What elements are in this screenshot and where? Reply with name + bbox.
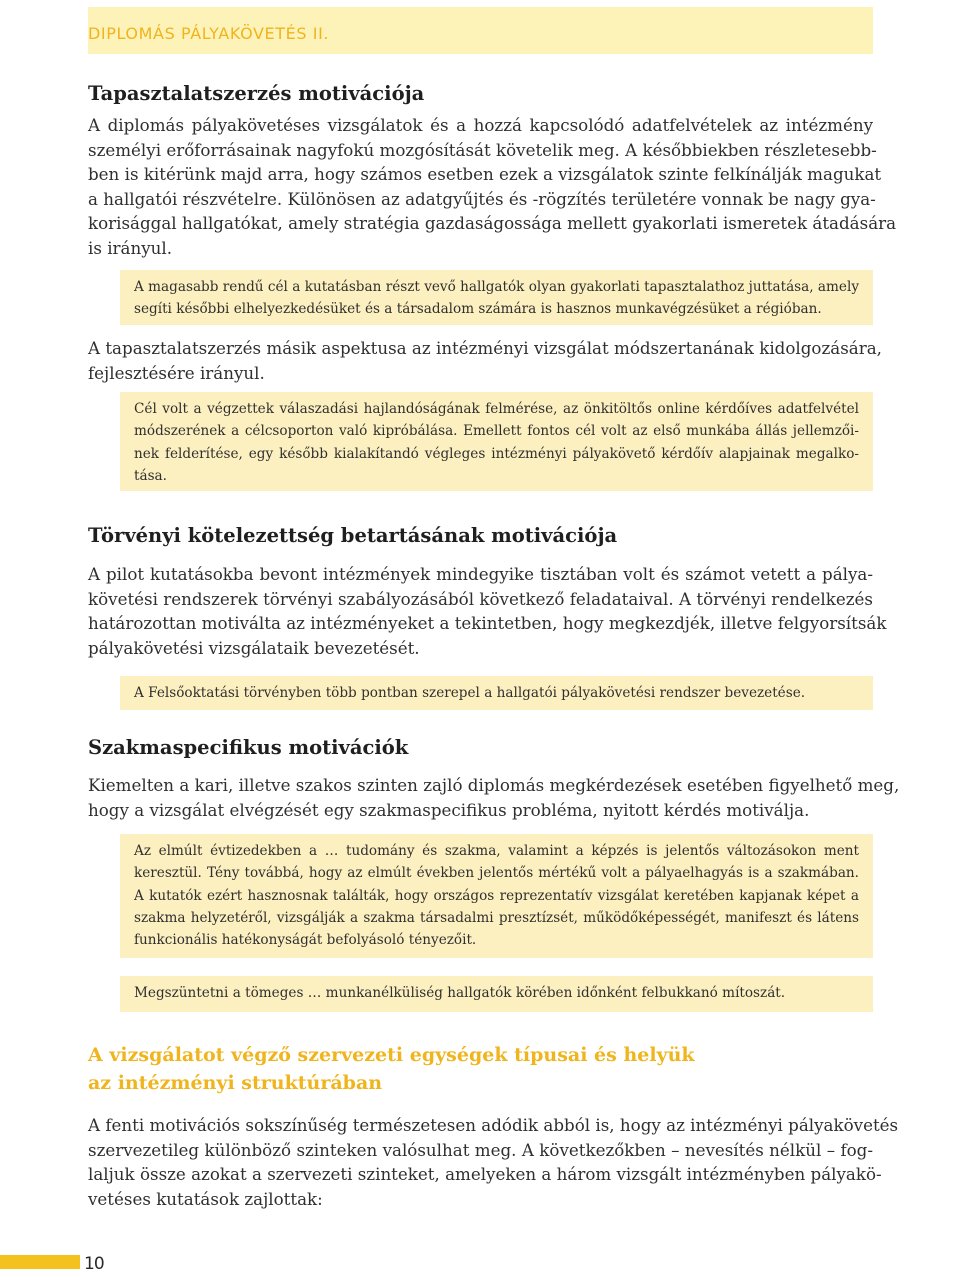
text-line: Megszüntetni a tömeges … munkanélküliség hallgatók körében időnként felbukkanó mítoszát. (134, 985, 786, 1001)
text-line: személyi erőforrásainak nagyfokú mozgósítását követelik meg. A későbbiekben részletesebb- (88, 139, 877, 160)
paragraph-s3-1 (88, 773, 900, 822)
text-line: is irányul. (88, 237, 173, 258)
text-line: A tapasztalatszerzés másik aspektusa az intézményi vizsgálat módszertanának kidolgozására, (88, 338, 882, 358)
text-line: nek felderítése, egy később kialakítandó végleges intézményi pályakövető kérdőív alapjainak megalko- (134, 445, 859, 462)
text-line: tása. (134, 467, 167, 484)
highlight-box-s1-1 (120, 270, 873, 325)
paragraph-s2-1 (88, 562, 887, 660)
text-line: A Felsőoktatási törvényben több pontban szerepel a hallgatói pályakövetési rendszer bevezetése. (134, 685, 806, 701)
heading-line: A vizsgálatot végző szervezeti egységek típusai és helyük (88, 1044, 695, 1066)
text-line: fejlesztésére irányul. (88, 362, 265, 383)
text-line: funkcionális hatékonyságát befolyásoló tényezőit. (134, 932, 477, 949)
page-number-bar (0, 1255, 80, 1269)
highlight-box-s1-2 (120, 392, 873, 491)
text-line: A magasabb rendű cél a kutatásban részt vevő hallgatók olyan gyakorlati tapasztalathoz juttatása, amely (134, 279, 859, 295)
text-line: hogy a vizsgálat elvégzését egy szakmaspecifikus probléma, nyitott kérdés motiválja. (88, 799, 810, 820)
highlight-box-s3-2 (120, 976, 873, 1012)
text-line: segíti későbbi elhelyezkedésüket és a társadalom számára is hasznos munkavégzésüket a régióban. (134, 301, 822, 318)
text-line: a hallgatói részvételre. Különösen az adatgyűjtés és -rögzítés területére vonnak be nagy gya- (88, 188, 876, 209)
text-line: A kutatók ezért hasznosnak találták, hogy országos reprezentatív vizsgálat keretében kapjanak képet a (134, 887, 859, 904)
text-line: ben is kitérünk majd arra, hogy számos esetben ezek a vizsgálatok szinte felkínálják magukat (88, 164, 882, 185)
text-line: korisággal hallgatókat, amely stratégia gazdaságossága mellett gyakorlati ismeretek átadására (88, 213, 897, 234)
text-line: követési rendszerek törvényi szabályozásából következő feladataival. A törvényi rendelkezés (88, 588, 873, 609)
text-line: keresztül. Tény továbbá, hogy az elmúlt években jelentős mértékű volt a pályaelhagyás is a szakmában. (134, 865, 859, 882)
section-heading-tapasztalatszerzes: Tapasztalatszerzés motivációja (88, 82, 425, 105)
page-number: 10 (84, 1254, 104, 1274)
paragraph-s1-2 (88, 336, 882, 385)
paragraph-s1-1 (88, 113, 897, 261)
text-line: módszerének a célcsoporton való kipróbálása. Emellett fontos cél volt az első munkába állás jellemzői- (134, 423, 859, 440)
highlight-box-s2-1 (120, 676, 873, 710)
text-line: vetéses kutatások zajlottak: (88, 1188, 323, 1209)
text-line: szervezetileg különböző szinteken valósulhat meg. A következőkben – nevesítés nélkül – fog- (88, 1139, 873, 1160)
text-line: laljuk össze azokat a szervezeti szinteket, amelyeken a három vizsgált intézményben pályakö- (88, 1164, 882, 1185)
section-heading-szakmaspecifikus: Szakmaspecifikus motivációk (88, 736, 409, 759)
text-line: Kiemelten a kari, illetve szakos szinten zajló diplomás megkérdezések esetében figyelhető meg, (88, 775, 900, 795)
paragraph-s4-1 (88, 1113, 899, 1211)
text-line: A pilot kutatásokba bevont intézmények mindegyike tisztában volt és számot vetett a pálya- (88, 564, 873, 584)
section-heading-szervezeti-egysegek (88, 1041, 695, 1097)
running-header-title: DIPLOMÁS PÁLYAKÖVETÉS II. (88, 24, 330, 43)
section-heading-torvenyi: Törvényi kötelezettség betartásának motivációja (88, 524, 618, 547)
text-line: A diplomás pályakövetéses vizsgálatok és a hozzá kapcsolódó adatfelvételek az intézmény (88, 115, 873, 135)
heading-line: az intézményi struktúrában (88, 1072, 383, 1094)
text-line: szakma helyzetéről, vizsgálják a szakma társadalmi presztízsét, működőképességét, manifeszt és látens (134, 909, 859, 926)
text-line: A fenti motivációs sokszínűség természetesen adódik abból is, hogy az intézményi pályakövetés (88, 1115, 899, 1135)
text-line: Az elmúlt évtizedekben a … tudomány és szakma, valamint a képzés is jelentős változásokon ment (134, 843, 859, 859)
text-line: határozottan motiválta az intézményeket a tekintetben, hogy megkezdjék, illetve felgyorsítsák (88, 613, 887, 634)
text-line: pályakövetési vizsgálataik bevezetését. (88, 637, 420, 658)
text-line: Cél volt a végzettek válaszadási hajlandóságának felmérése, az önkitöltős online kérdőíves adatfelvétel (134, 401, 859, 417)
highlight-box-s3-1 (120, 834, 873, 958)
